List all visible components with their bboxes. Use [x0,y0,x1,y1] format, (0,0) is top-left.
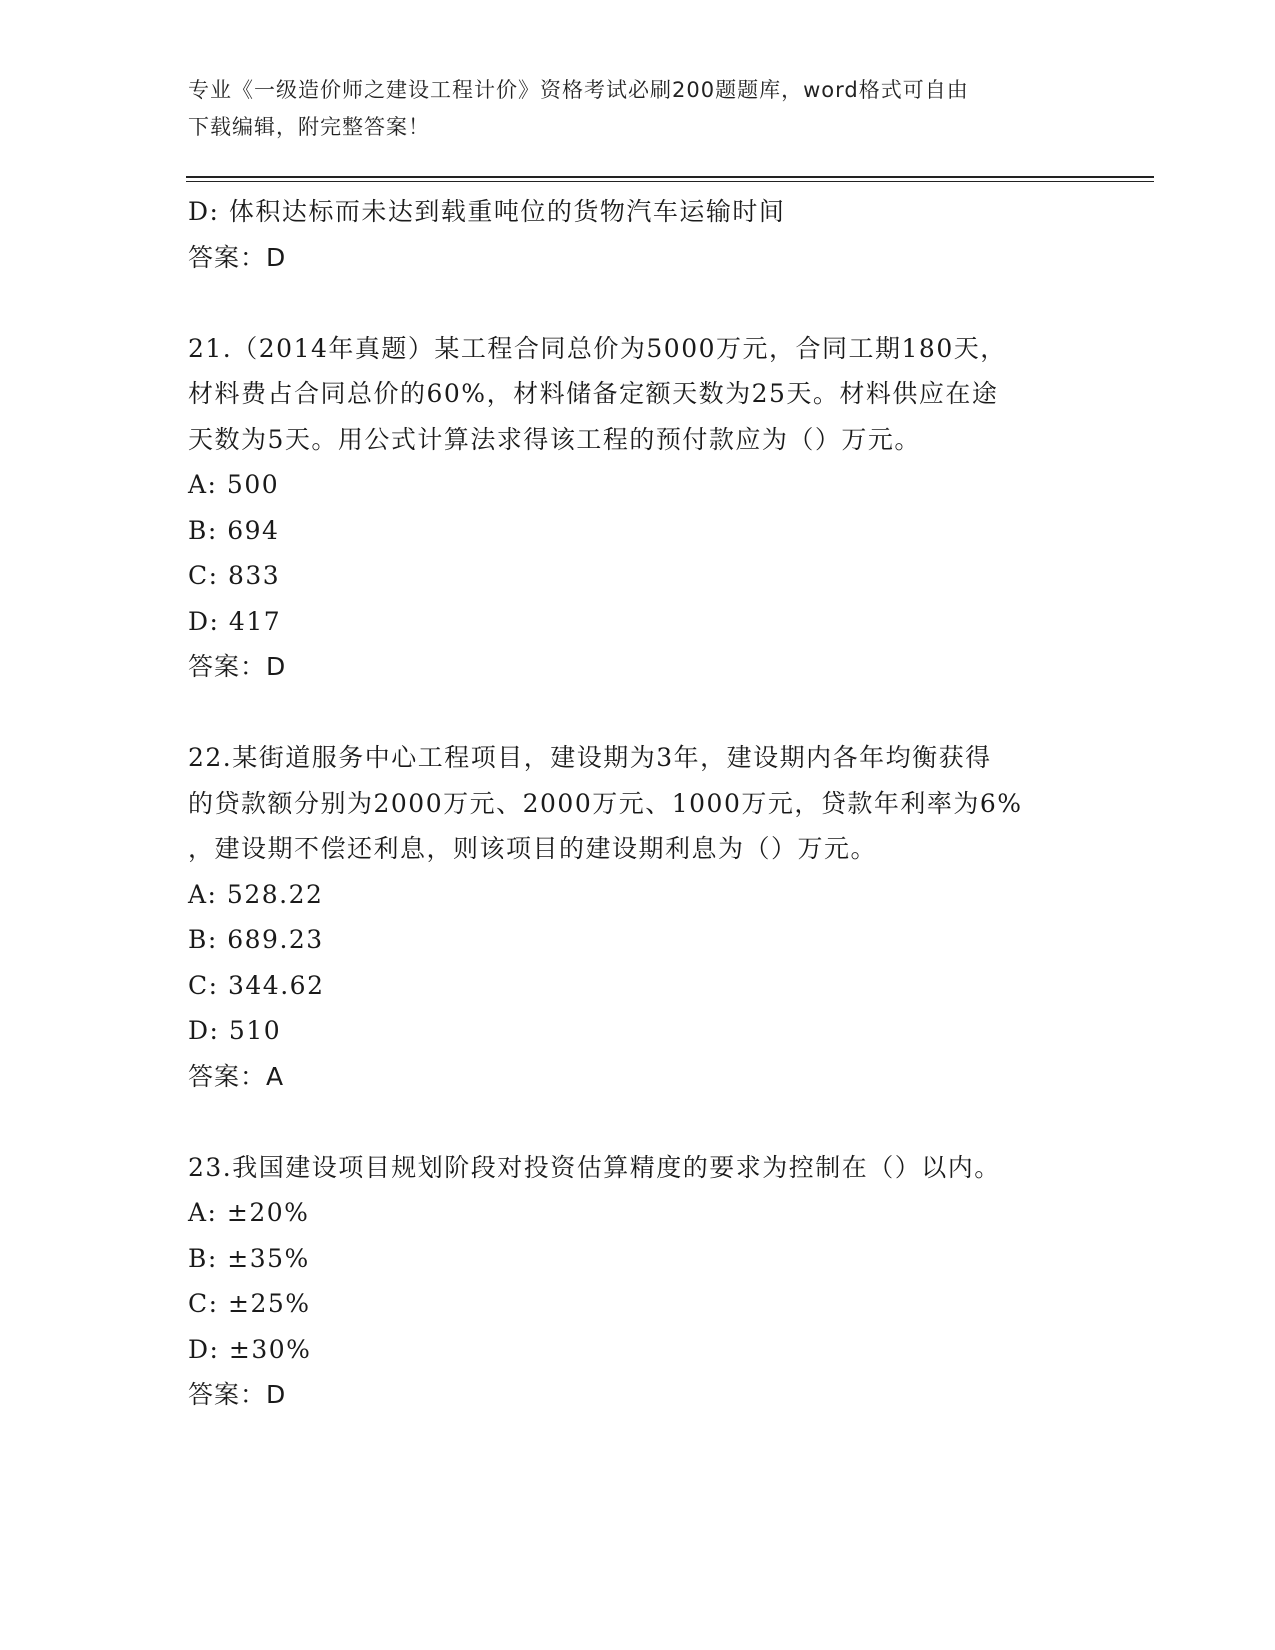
document-header [188,72,1068,146]
question-stem-line: 21.（2014年真题）某工程合同总价为5000万元，合同工期180天， [188,333,1007,363]
spacer [188,1099,1088,1145]
option-d: D: ±30% [188,1334,312,1364]
option-a: A: 528.22 [188,879,324,909]
question-stem-line: 22.某街道服务中心工程项目，建设期为3年，建设期内各年均衡获得 [188,743,992,772]
option-d: D: 417 [188,606,282,636]
question-stem-line: 的贷款额分别为2000万元、2000万元、1000万元，贷款年利率为6% [188,788,1023,818]
option-c: C: 344.62 [188,970,325,1000]
spacer [188,690,1088,736]
option-c: C: ±25% [188,1289,311,1318]
option-d: D: 体积达标而未达到载重吨位的货物汽车运输时间 [188,197,786,226]
header-divider-thick [186,176,1154,178]
question-stem-line: 天数为5天。用公式计算法求得该工程的预付款应为（）万元。 [188,424,921,454]
answer-line: 答案：A [188,1061,285,1091]
question-20-fragment [188,189,1088,280]
question-22 [188,735,1088,1099]
spacer [188,280,1088,326]
answer-line: 答案：D [188,1380,287,1409]
answer-line: 答案：D [188,652,287,681]
option-c: C: 833 [188,561,281,590]
question-stem-line: ，建设期不偿还利息，则该项目的建设期利息为（）万元。 [188,834,878,863]
option-b: B: 689.23 [188,925,324,954]
option-a: A: ±20% [188,1198,310,1227]
answer-line: 答案：D [188,242,287,272]
question-stem-line: 材料费占合同总价的60%，材料储备定额天数为25天。材料供应在途 [188,379,999,408]
option-b: B: ±35% [188,1243,310,1273]
option-d: D: 510 [188,1016,282,1045]
header-line-1: 专业《一级造价师之建设工程计价》资格考试必刷200题题库，word格式可自由 [188,78,969,102]
option-b: B: 694 [188,515,280,545]
header-line-2: 下载编辑，附完整答案！ [188,115,430,139]
question-21 [188,326,1088,690]
question-stem-line: 23.我国建设项目规划阶段对投资估算精度的要求为控制在（）以内。 [188,1152,1001,1182]
header-divider-thin [186,181,1154,182]
question-content [188,189,1088,1418]
question-23 [188,1145,1088,1418]
option-a: A: 500 [188,470,280,499]
